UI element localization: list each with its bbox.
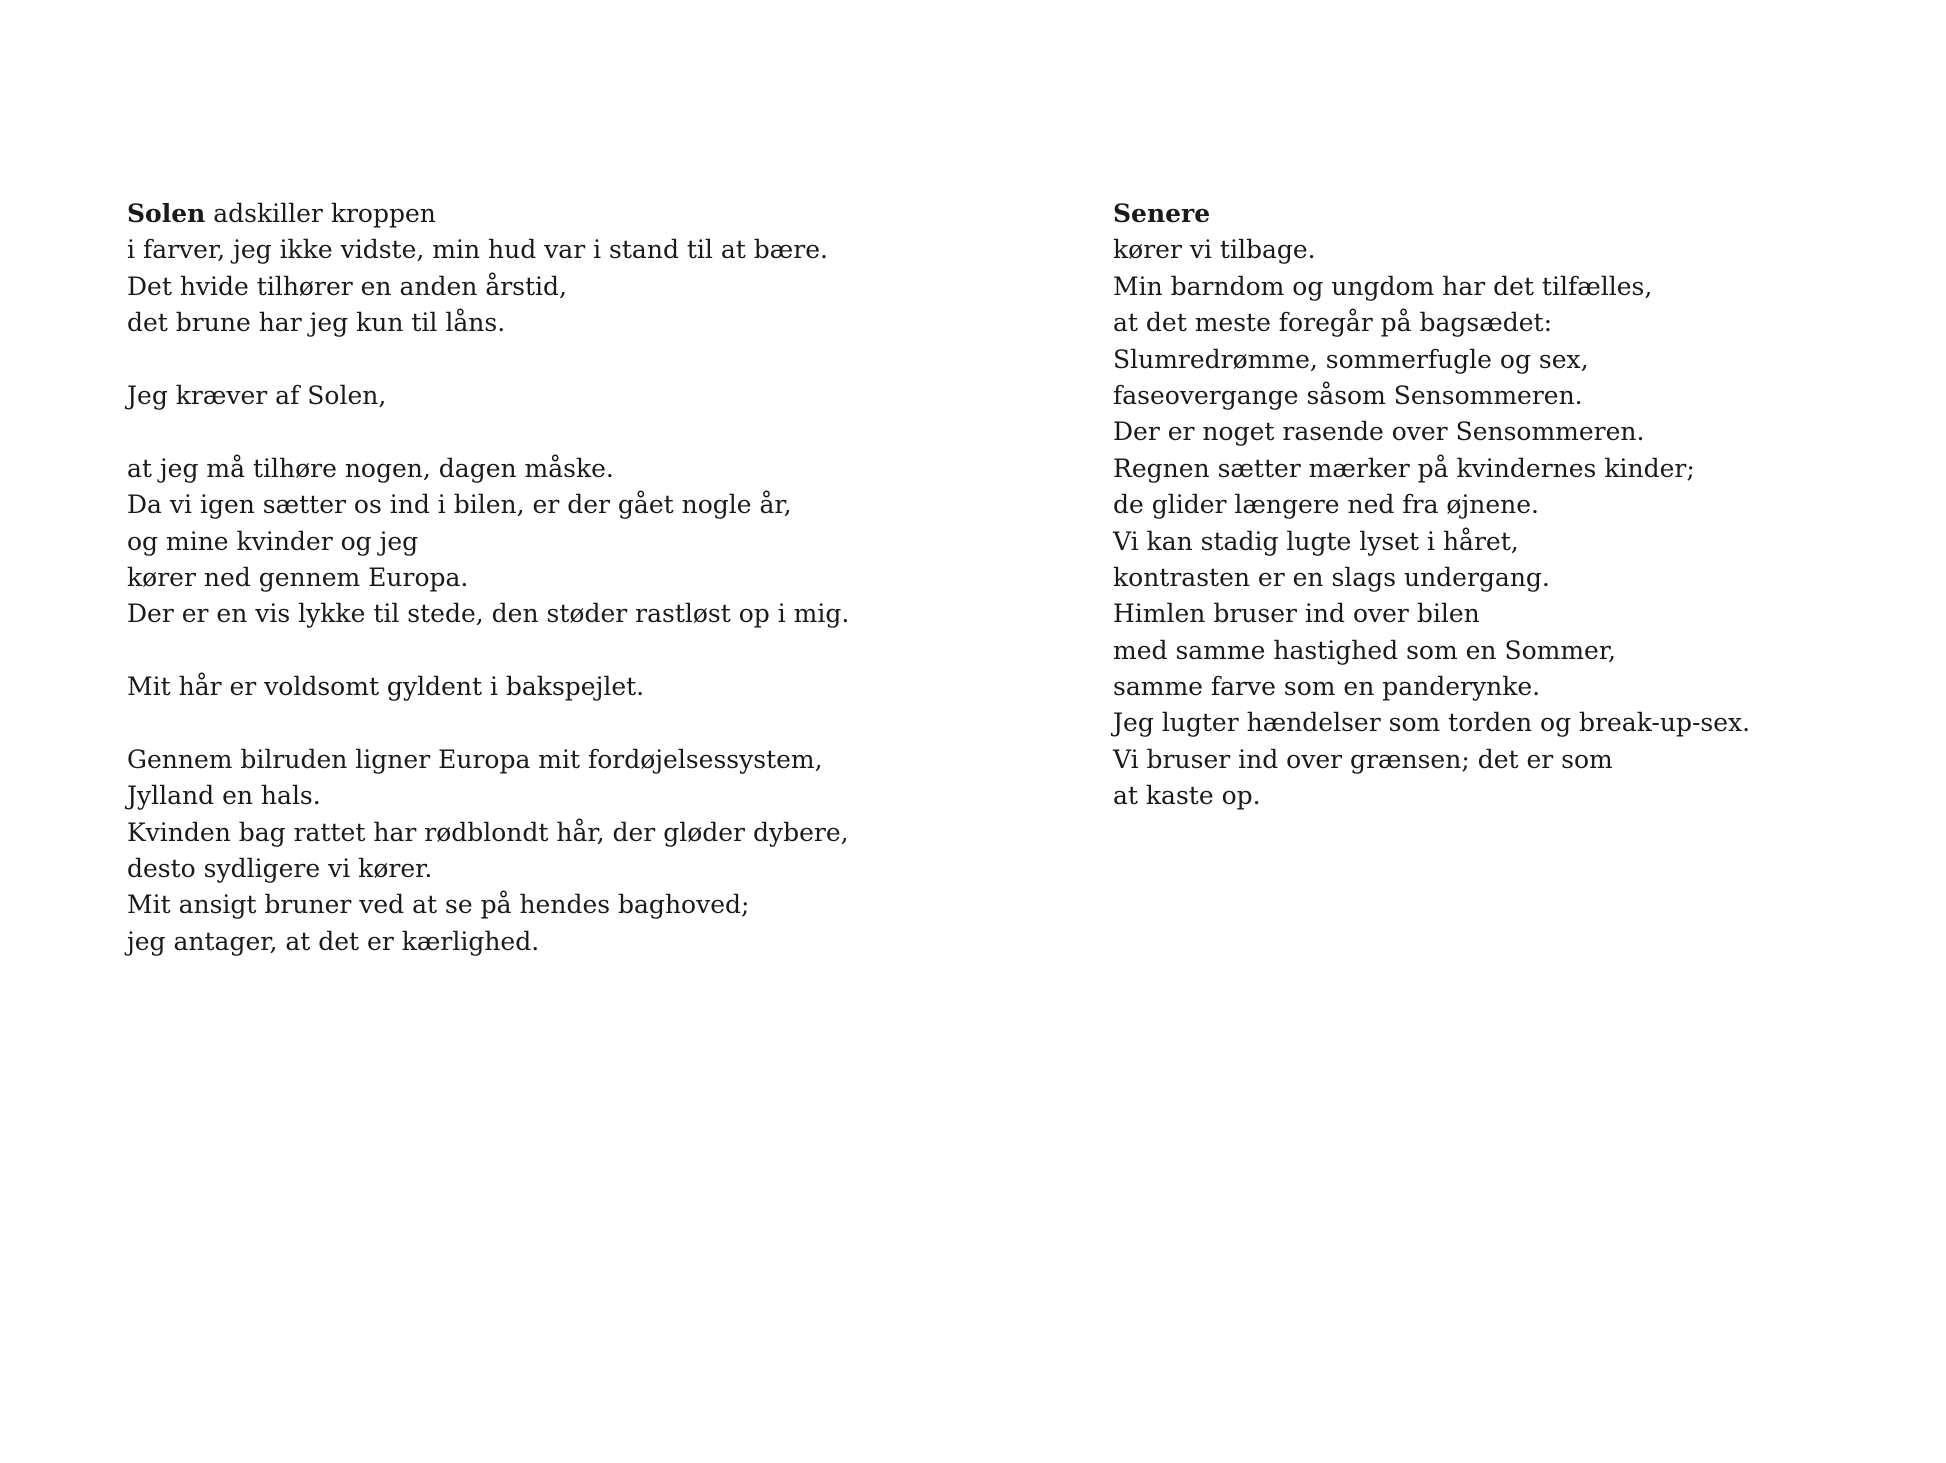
poem-line: Jeg kræver af Solen, [127, 380, 387, 410]
poem-line: Da vi igen sætter os ind i bilen, er der gået nogle år, [127, 490, 792, 520]
poem-line: Min barndom og ungdom har det tilfælles, [1113, 271, 1653, 301]
poem-lead-word: Senere [1113, 199, 1211, 228]
stanza-break [127, 342, 1027, 378]
poem-line: Mit ansigt bruner ved at se på hendes baghoved; [127, 890, 750, 920]
stanza-break [127, 705, 1027, 741]
poem-line: Der er en vis lykke til stede, den støder rastløst op i mig. [127, 599, 850, 629]
poem-line: kører ned gennem Europa. [127, 562, 469, 592]
poem-line: jeg antager, at det er kærlighed. [127, 926, 540, 956]
poem-line: Jeg lugter hændelser som torden og break-up-sex. [1113, 708, 1751, 738]
poem-line: at det meste foregår på bagsædet: [1113, 308, 1553, 338]
poem-line: faseovergange såsom Sensommeren. [1113, 380, 1583, 410]
poem-opening-line [127, 196, 1027, 232]
poem-line: desto sydligere vi kører. [127, 854, 433, 884]
poem-line: kører vi tilbage. [1113, 235, 1316, 265]
poem-line: Kvinden bag rattet har rødblondt hår, der gløder dybere, [127, 817, 849, 847]
poem-line: Regnen sætter mærker på kvindernes kinder; [1113, 453, 1695, 483]
poem-line: det brune har jeg kun til låns. [127, 308, 506, 338]
poem-opening-rest: adskiller kroppen [205, 199, 436, 228]
poem-line: samme farve som en panderynke. [1113, 672, 1541, 702]
stanza-break [127, 414, 1027, 450]
poem-line: kontrasten er en slags undergang. [1113, 562, 1550, 592]
poem-opening-line [1113, 196, 1893, 232]
left-page-poem [127, 196, 1027, 960]
poem-line: Der er noget rasende over Sensommeren. [1113, 417, 1645, 447]
poem-line: og mine kvinder og jeg [127, 526, 419, 556]
poem-line: Slumredrømme, sommerfugle og sex, [1113, 344, 1589, 374]
poem-line: Himlen bruser ind over bilen [1113, 599, 1480, 629]
poem-line: i farver, jeg ikke vidste, min hud var i stand til at bære. [127, 235, 828, 265]
poem-line: Gennem bilruden ligner Europa mit fordøjelsessystem, [127, 744, 823, 774]
poem-line: at kaste op. [1113, 781, 1261, 811]
poem-line: Vi bruser ind over grænsen; det er som [1113, 744, 1613, 774]
poem-line: Det hvide tilhører en anden årstid, [127, 271, 568, 301]
stanza-break [127, 633, 1027, 669]
poem-line: at jeg må tilhøre nogen, dagen måske. [127, 453, 614, 483]
poem-line: Mit hår er voldsomt gyldent i bakspejlet. [127, 672, 645, 702]
poem-line: de glider længere ned fra øjnene. [1113, 490, 1539, 520]
poem-line: Jylland en hals. [127, 781, 321, 811]
poem-line: med samme hastighed som en Sommer, [1113, 635, 1616, 665]
poem-lead-word: Solen [127, 199, 206, 228]
right-page-poem [1113, 196, 1893, 815]
poem-line: Vi kan stadig lugte lyset i håret, [1113, 526, 1519, 556]
